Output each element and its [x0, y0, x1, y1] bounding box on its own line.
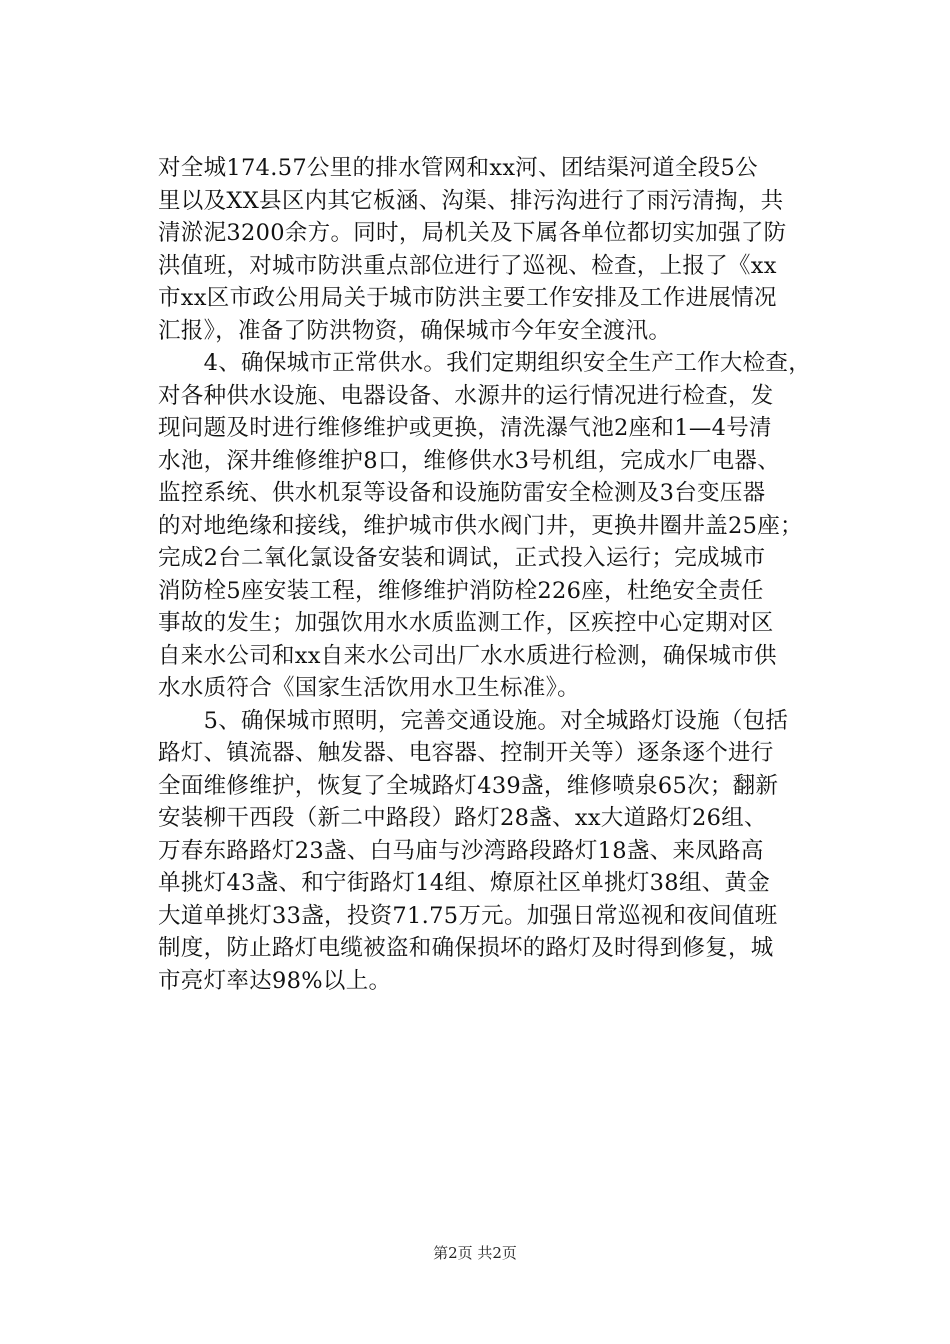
- text-line: 制度，防止路灯电缆被盗和确保损坏的路灯及时得到修复，城: [158, 935, 774, 961]
- text-line: 对各种供水设施、电器设备、水源井的运行情况进行检查，发: [158, 382, 774, 409]
- text-line: 现问题及时进行维修维护或更换，清洗瀑气池2座和1—4号清: [158, 415, 772, 441]
- text-line: 监控系统、供水机泵等设备和设施防雷安全检测及3台变压器: [158, 480, 766, 506]
- text-line: 路灯、镇流器、触发器、电容器、控制开关等）逐条逐个进行: [158, 740, 774, 766]
- paragraph-4-start: 4、确保城市正常供水。我们定期组织安全生产工作大检查，: [158, 350, 812, 376]
- text-line: 万春东路路灯23盏、白马庙与沙湾路段路灯18盏、来凤路高: [158, 837, 764, 864]
- text-line: 大道单挑灯33盏，投资71.75万元。加强日常巡视和夜间值班: [158, 902, 778, 929]
- text-line: 完成2台二氧化氯设备安装和调试，正式投入运行；完成城市: [158, 545, 766, 571]
- document-body: [158, 152, 838, 997]
- paragraph-5-start: 5、确保城市照明，完善交通设施。对全城路灯设施（包括: [158, 707, 789, 734]
- text-line: 市xx区市政公用局关于城市防洪主要工作安排及工作进展情况: [158, 285, 777, 311]
- text-line: 里以及XX县区内其它板涵、沟渠、排污沟进行了雨污清掏，共: [158, 187, 784, 214]
- page-number-footer: 第2页 共2页: [433, 1244, 517, 1262]
- text-line: 对全城174.57公里的排水管网和xx河、团结渠河道全段5公: [158, 155, 758, 181]
- text-line: 清淤泥3200余方。同时，局机关及下属各单位都切实加强了防: [158, 220, 787, 246]
- text-line: 的对地绝缘和接线，维护城市供水阀门井，更换井圈井盖25座；: [158, 512, 803, 539]
- text-line: 全面维修维护，恢复了全城路灯439盏，维修喷泉65次；翻新: [158, 772, 779, 799]
- text-line: 消防栓5座安装工程，维修维护消防栓226座，杜绝安全责任: [158, 577, 764, 604]
- text-line: 安装柳干西段（新二中路段）路灯28盏、xx大道路灯26组、: [158, 805, 767, 831]
- text-line: 汇报》，准备了防洪物资，确保城市今年安全渡汛。: [158, 317, 672, 344]
- text-line: 自来水公司和xx自来水公司出厂水水质进行检测，确保城市供: [158, 642, 777, 669]
- text-line: 水水质符合《国家生活饮用水卫生标准》。: [158, 675, 580, 701]
- text-line: 洪值班，对城市防洪重点部位进行了巡视、检查，上报了《xx: [158, 252, 777, 279]
- text-line: 单挑灯43盏、和宁街路灯14组、燎原社区单挑灯38组、黄金: [158, 870, 771, 896]
- text-line: 市亮灯率达98%以上。: [158, 967, 392, 994]
- text-line: 水池，深井维修维护8口，维修供水3号机组，完成水厂电器、: [158, 447, 781, 474]
- text-line: 事故的发生；加强饮用水水质监测工作，区疾控中心定期对区: [158, 610, 774, 636]
